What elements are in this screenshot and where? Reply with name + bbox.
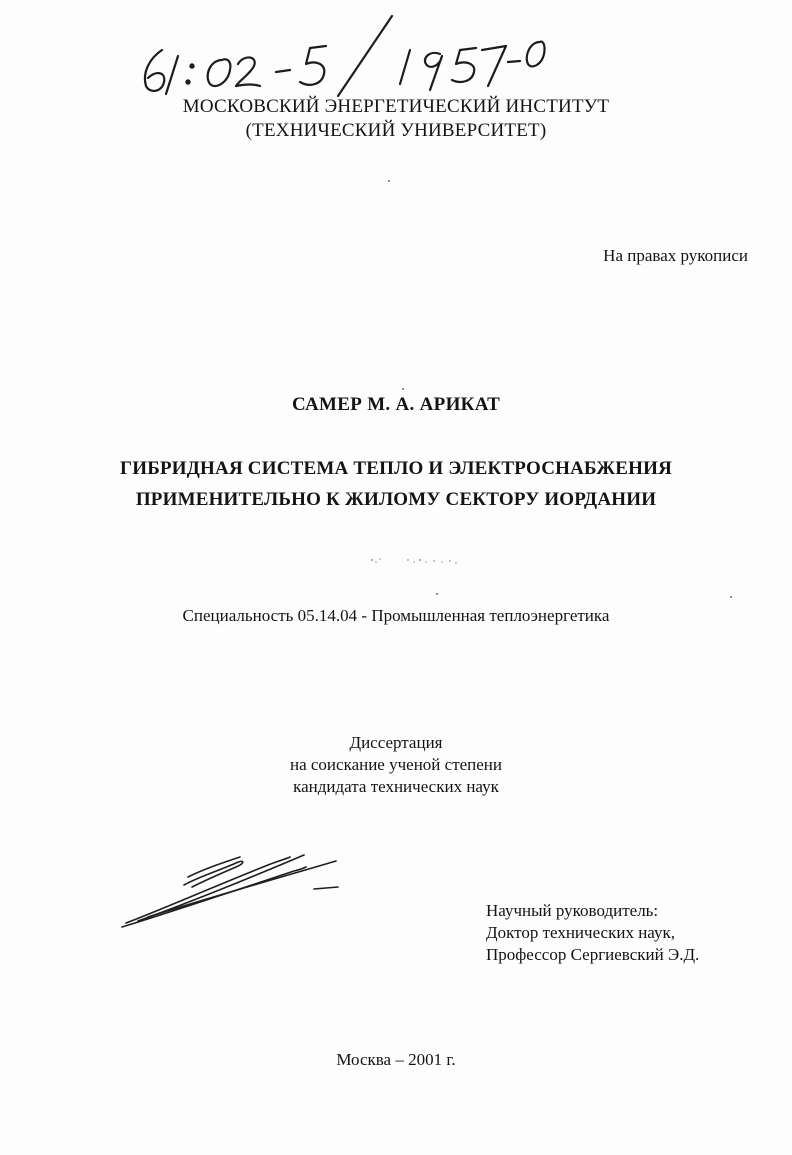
author-name: САМЕР М. А. АРИКАТ bbox=[291, 394, 501, 415]
institute-name-line2: (ТЕХНИЧЕСКИЙ УНИВЕРСИТЕТ) bbox=[245, 120, 547, 141]
author-signature bbox=[118, 845, 348, 935]
scan-speck bbox=[730, 596, 732, 598]
faint-stamp-mark bbox=[360, 550, 480, 572]
supervisor-name: Профессор Сергиевский Э.Д. bbox=[486, 945, 700, 964]
dissertation-title-line2: ПРИМЕНИТЕЛЬНО К ЖИЛОМУ СЕКТОРУ ИОРДАНИИ bbox=[135, 489, 657, 510]
specialty-line: Специальность 05.14.04 - Промышленная теплоэнергетика bbox=[182, 606, 610, 625]
scan-speck bbox=[436, 593, 438, 595]
degree-line1: Диссертация bbox=[349, 733, 443, 752]
manuscript-rights-note: На правах рукописи bbox=[603, 246, 748, 265]
degree-line2: на соискание ученой степени bbox=[289, 755, 503, 774]
scan-speck bbox=[388, 180, 390, 182]
city-and-year: Москва – 2001 г. bbox=[336, 1050, 456, 1069]
supervisor-degree: Доктор технических наук, bbox=[486, 923, 675, 942]
supervisor-block bbox=[486, 900, 699, 966]
dissertation-title-line1: ГИБРИДНАЯ СИСТЕМА ТЕПЛО И ЭЛЕКТРОСНАБЖЕНИЯ bbox=[119, 458, 673, 479]
degree-line3: кандидата технических наук bbox=[293, 777, 499, 796]
supervisor-label: Научный руководитель: bbox=[486, 901, 659, 920]
handwritten-archive-number bbox=[130, 10, 550, 100]
institute-name-line1: МОСКОВСКИЙ ЭНЕРГЕТИЧЕСКИЙ ИНСТИТУТ bbox=[182, 96, 610, 117]
scan-speck bbox=[402, 388, 404, 390]
